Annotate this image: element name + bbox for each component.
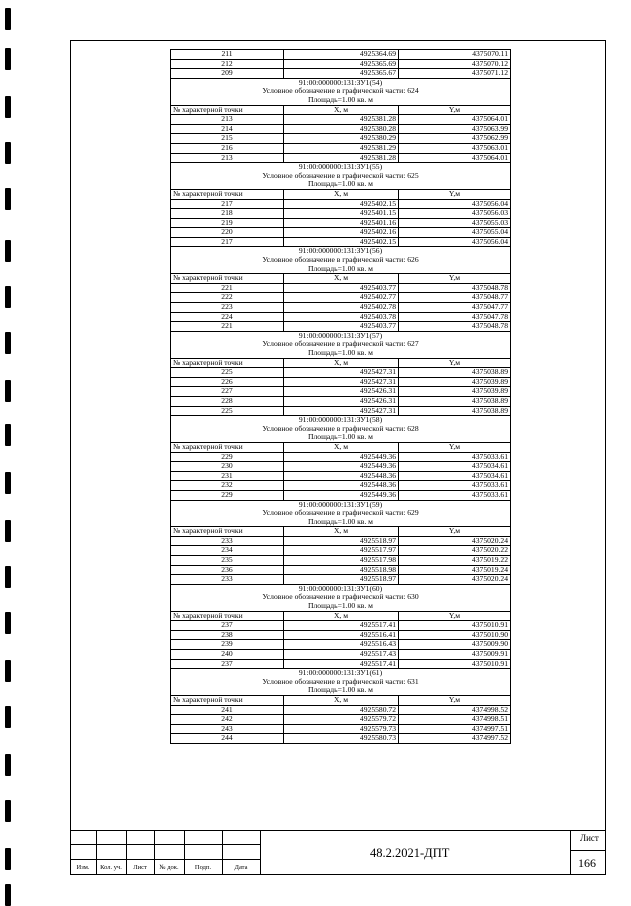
area-label: Площадь=1.00 кв. м (171, 433, 511, 442)
designation-label: Условное обозначение в графической части: 628 (171, 425, 511, 434)
x-coordinate: 4925426.31 (284, 387, 399, 397)
table-row (171, 387, 511, 397)
cadastral-number: 91:00:000000:131:ЗУ1(55) (171, 163, 511, 172)
table-row (171, 283, 511, 293)
x-coordinate: 4925518.97 (284, 575, 399, 585)
designation-label: Условное обозначение в графической части: 631 (171, 678, 511, 687)
cadastral-number: 91:00:000000:131:ЗУ1(58) (171, 416, 511, 425)
point-number: 238 (171, 630, 284, 640)
point-number: 241 (171, 705, 284, 715)
section-header (171, 593, 511, 602)
cadastral-number: 91:00:000000:131:ЗУ1(61) (171, 669, 511, 678)
coordinates-table (170, 49, 511, 744)
section-header (171, 349, 511, 358)
table-row (171, 536, 511, 546)
y-coordinate: 4375063.99 (399, 124, 511, 134)
column-header-point: № характерной точки (171, 358, 284, 368)
section-header (171, 96, 511, 105)
point-number: 213 (171, 153, 284, 163)
stamp-label-signature: Подп. (194, 864, 212, 871)
y-coordinate: 4375020.22 (399, 546, 511, 556)
y-coordinate: 4375063.01 (399, 143, 511, 153)
x-coordinate: 4925449.36 (284, 490, 399, 500)
x-coordinate: 4925402.77 (284, 293, 399, 303)
table-row (171, 724, 511, 734)
page-number: 166 (578, 856, 596, 870)
column-header-row (171, 105, 511, 115)
y-coordinate: 4375047.78 (399, 312, 511, 322)
point-number: 225 (171, 368, 284, 378)
column-header-point: № характерной точки (171, 442, 284, 452)
y-coordinate: 4375047.77 (399, 303, 511, 313)
point-number: 228 (171, 396, 284, 406)
y-coordinate: 4375048.78 (399, 322, 511, 332)
y-coordinate: 4375019.24 (399, 565, 511, 575)
column-header-x: X, м (284, 274, 399, 284)
column-header-row (171, 527, 511, 537)
table-row (171, 715, 511, 725)
y-coordinate: 4375038.89 (399, 396, 511, 406)
y-coordinate: 4375020.24 (399, 536, 511, 546)
section-header (171, 180, 511, 189)
x-coordinate: 4925381.28 (284, 153, 399, 163)
column-header-point: № характерной точки (171, 189, 284, 199)
section-header (171, 256, 511, 265)
table-row (171, 621, 511, 631)
point-number: 221 (171, 283, 284, 293)
table-row (171, 50, 511, 60)
y-coordinate: 4375056.03 (399, 209, 511, 219)
column-header-row (171, 695, 511, 705)
section-header (171, 425, 511, 434)
point-number: 211 (171, 50, 284, 60)
x-coordinate: 4925517.43 (284, 650, 399, 660)
x-coordinate: 4925427.31 (284, 377, 399, 387)
x-coordinate: 4925402.16 (284, 228, 399, 238)
area-label: Площадь=1.00 кв. м (171, 96, 511, 105)
point-number: 221 (171, 322, 284, 332)
section-header (171, 87, 511, 96)
y-coordinate: 4375071.12 (399, 69, 511, 79)
x-coordinate: 4925516.41 (284, 630, 399, 640)
point-number: 217 (171, 237, 284, 247)
x-coordinate: 4925579.73 (284, 724, 399, 734)
stamp-label-list: Лист (133, 864, 147, 871)
table-row (171, 565, 511, 575)
x-coordinate: 4925448.36 (284, 471, 399, 481)
point-number: 229 (171, 452, 284, 462)
x-coordinate: 4925517.41 (284, 659, 399, 669)
section-header (171, 518, 511, 527)
stamp-label-kol-uch: Кол. уч. (100, 864, 122, 871)
point-number: 237 (171, 621, 284, 631)
column-header-y: Y,м (399, 527, 511, 537)
y-coordinate: 4375034.61 (399, 471, 511, 481)
table-row (171, 659, 511, 669)
table-row (171, 303, 511, 313)
y-coordinate: 4374998.51 (399, 715, 511, 725)
x-coordinate: 4925448.36 (284, 481, 399, 491)
table-row (171, 134, 511, 144)
section-header (171, 172, 511, 181)
point-number: 227 (171, 387, 284, 397)
point-number: 231 (171, 471, 284, 481)
area-label: Площадь=1.00 кв. м (171, 180, 511, 189)
y-coordinate: 4375034.61 (399, 462, 511, 472)
cadastral-number: 91:00:000000:131:ЗУ1(56) (171, 247, 511, 256)
designation-label: Условное обозначение в графической части: 629 (171, 509, 511, 518)
y-coordinate: 4375010.91 (399, 659, 511, 669)
x-coordinate: 4925517.41 (284, 621, 399, 631)
y-coordinate: 4375009.91 (399, 650, 511, 660)
table-row (171, 377, 511, 387)
point-number: 209 (171, 69, 284, 79)
area-label: Площадь=1.00 кв. м (171, 349, 511, 358)
x-coordinate: 4925426.31 (284, 396, 399, 406)
y-coordinate: 4375056.04 (399, 199, 511, 209)
table-row (171, 124, 511, 134)
point-number: 215 (171, 134, 284, 144)
table-row (171, 153, 511, 163)
point-number: 217 (171, 199, 284, 209)
point-number: 243 (171, 724, 284, 734)
column-header-y: Y,м (399, 611, 511, 621)
designation-label: Условное обозначение в графической части: 627 (171, 340, 511, 349)
table-row (171, 218, 511, 228)
x-coordinate: 4925517.98 (284, 556, 399, 566)
y-coordinate: 4375033.61 (399, 490, 511, 500)
y-coordinate: 4374998.52 (399, 705, 511, 715)
x-coordinate: 4925401.15 (284, 209, 399, 219)
column-header-x: X, м (284, 189, 399, 199)
column-header-x: X, м (284, 105, 399, 115)
column-header-y: Y,м (399, 442, 511, 452)
table-row (171, 490, 511, 500)
area-label: Площадь=1.00 кв. м (171, 686, 511, 695)
point-number: 232 (171, 481, 284, 491)
table-row (171, 115, 511, 125)
x-coordinate: 4925516.43 (284, 640, 399, 650)
stamp-label-izm: Изм. (76, 864, 90, 871)
table-row (171, 368, 511, 378)
section-header (171, 331, 511, 340)
x-coordinate: 4925427.31 (284, 406, 399, 416)
table-row (171, 481, 511, 491)
column-header-point: № характерной точки (171, 611, 284, 621)
sheet-label: Лист (580, 833, 599, 843)
cadastral-number: 91:00:000000:131:ЗУ1(59) (171, 500, 511, 509)
y-coordinate: 4375048.78 (399, 283, 511, 293)
point-number: 219 (171, 218, 284, 228)
column-header-point: № характерной точки (171, 695, 284, 705)
y-coordinate: 4375070.12 (399, 59, 511, 69)
table-row (171, 293, 511, 303)
column-header-y: Y,м (399, 105, 511, 115)
point-number: 233 (171, 536, 284, 546)
point-number: 244 (171, 734, 284, 744)
y-coordinate: 4375033.61 (399, 481, 511, 491)
point-number: 223 (171, 303, 284, 313)
column-header-x: X, м (284, 695, 399, 705)
y-coordinate: 4375039.89 (399, 387, 511, 397)
y-coordinate: 4374997.51 (399, 724, 511, 734)
x-coordinate: 4925381.28 (284, 115, 399, 125)
table-row (171, 396, 511, 406)
x-coordinate: 4925364.69 (284, 50, 399, 60)
binding-marks (5, 0, 15, 905)
x-coordinate: 4925449.36 (284, 452, 399, 462)
point-number: 240 (171, 650, 284, 660)
column-header-row (171, 358, 511, 368)
column-header-x: X, м (284, 611, 399, 621)
stamp-label-date: Дата (234, 864, 248, 871)
y-coordinate: 4375056.04 (399, 237, 511, 247)
y-coordinate: 4375064.01 (399, 115, 511, 125)
point-number: 242 (171, 715, 284, 725)
y-coordinate: 4375064.01 (399, 153, 511, 163)
table-row (171, 322, 511, 332)
x-coordinate: 4925427.31 (284, 368, 399, 378)
point-number: 235 (171, 556, 284, 566)
y-coordinate: 4375039.89 (399, 377, 511, 387)
y-coordinate: 4375038.89 (399, 406, 511, 416)
table-row (171, 69, 511, 79)
y-coordinate: 4375055.03 (399, 218, 511, 228)
x-coordinate: 4925380.29 (284, 134, 399, 144)
x-coordinate: 4925402.15 (284, 237, 399, 247)
point-number: 224 (171, 312, 284, 322)
point-number: 239 (171, 640, 284, 650)
point-number: 229 (171, 490, 284, 500)
y-coordinate: 4375055.04 (399, 228, 511, 238)
table-row (171, 630, 511, 640)
x-coordinate: 4925517.97 (284, 546, 399, 556)
section-header (171, 247, 511, 256)
table-row (171, 452, 511, 462)
point-number: 220 (171, 228, 284, 238)
section-header (171, 163, 511, 172)
section-header (171, 584, 511, 593)
x-coordinate: 4925449.36 (284, 462, 399, 472)
designation-label: Условное обозначение в графической части: 625 (171, 172, 511, 181)
section-header (171, 416, 511, 425)
column-header-point: № характерной точки (171, 274, 284, 284)
x-coordinate: 4925402.78 (284, 303, 399, 313)
title-block (70, 830, 606, 875)
area-label: Площадь=1.00 кв. м (171, 602, 511, 611)
column-header-point: № характерной точки (171, 105, 284, 115)
column-header-y: Y,м (399, 274, 511, 284)
cadastral-number: 91:00:000000:131:ЗУ1(60) (171, 584, 511, 593)
column-header-row (171, 189, 511, 199)
section-header (171, 602, 511, 611)
point-number: 226 (171, 377, 284, 387)
table-row (171, 228, 511, 238)
table-row (171, 143, 511, 153)
column-header-y: Y,м (399, 189, 511, 199)
point-number: 237 (171, 659, 284, 669)
x-coordinate: 4925518.98 (284, 565, 399, 575)
section-header (171, 500, 511, 509)
column-header-y: Y,м (399, 695, 511, 705)
section-header (171, 669, 511, 678)
table-row (171, 556, 511, 566)
point-number: 222 (171, 293, 284, 303)
column-header-row (171, 611, 511, 621)
x-coordinate: 4925401.16 (284, 218, 399, 228)
table-row (171, 59, 511, 69)
document-code: 48.2.2021-ДПТ (370, 846, 450, 860)
table-row (171, 705, 511, 715)
point-number: 230 (171, 462, 284, 472)
table-row (171, 734, 511, 744)
section-header (171, 509, 511, 518)
column-header-x: X, м (284, 358, 399, 368)
table-row (171, 640, 511, 650)
table-row (171, 312, 511, 322)
column-header-point: № характерной точки (171, 527, 284, 537)
column-header-y: Y,м (399, 358, 511, 368)
table-row (171, 575, 511, 585)
section-header (171, 78, 511, 87)
x-coordinate: 4925365.69 (284, 59, 399, 69)
designation-label: Условное обозначение в графической части: 624 (171, 87, 511, 96)
table-row (171, 546, 511, 556)
section-header (171, 686, 511, 695)
x-coordinate: 4925380.28 (284, 124, 399, 134)
y-coordinate: 4374997.52 (399, 734, 511, 744)
x-coordinate: 4925403.77 (284, 322, 399, 332)
table-row (171, 209, 511, 219)
y-coordinate: 4375048.77 (399, 293, 511, 303)
point-number: 218 (171, 209, 284, 219)
section-header (171, 678, 511, 687)
x-coordinate: 4925381.29 (284, 143, 399, 153)
y-coordinate: 4375070.11 (399, 50, 511, 60)
y-coordinate: 4375038.89 (399, 368, 511, 378)
section-header (171, 265, 511, 274)
point-number: 225 (171, 406, 284, 416)
y-coordinate: 4375010.90 (399, 630, 511, 640)
table-row (171, 650, 511, 660)
x-coordinate: 4925403.78 (284, 312, 399, 322)
section-header (171, 340, 511, 349)
stamp-label-doc-no: № док. (159, 864, 179, 871)
x-coordinate: 4925580.72 (284, 705, 399, 715)
column-header-x: X, м (284, 527, 399, 537)
y-coordinate: 4375033.61 (399, 452, 511, 462)
y-coordinate: 4375009.90 (399, 640, 511, 650)
x-coordinate: 4925579.72 (284, 715, 399, 725)
table-row (171, 471, 511, 481)
cadastral-number: 91:00:000000:131:ЗУ1(57) (171, 331, 511, 340)
point-number: 216 (171, 143, 284, 153)
x-coordinate: 4925403.77 (284, 283, 399, 293)
area-label: Площадь=1.00 кв. м (171, 518, 511, 527)
table-row (171, 237, 511, 247)
point-number: 234 (171, 546, 284, 556)
area-label: Площадь=1.00 кв. м (171, 265, 511, 274)
column-header-row (171, 274, 511, 284)
y-coordinate: 4375019.22 (399, 556, 511, 566)
designation-label: Условное обозначение в графической части: 630 (171, 593, 511, 602)
point-number: 212 (171, 59, 284, 69)
section-header (171, 433, 511, 442)
cadastral-number: 91:00:000000:131:ЗУ1(54) (171, 78, 511, 87)
y-coordinate: 4375020.24 (399, 575, 511, 585)
point-number: 236 (171, 565, 284, 575)
table-row (171, 199, 511, 209)
table-row (171, 406, 511, 416)
point-number: 233 (171, 575, 284, 585)
y-coordinate: 4375062.99 (399, 134, 511, 144)
x-coordinate: 4925402.15 (284, 199, 399, 209)
x-coordinate: 4925365.67 (284, 69, 399, 79)
table-row (171, 462, 511, 472)
point-number: 214 (171, 124, 284, 134)
column-header-row (171, 442, 511, 452)
designation-label: Условное обозначение в графической части: 626 (171, 256, 511, 265)
point-number: 213 (171, 115, 284, 125)
column-header-x: X, м (284, 442, 399, 452)
y-coordinate: 4375010.91 (399, 621, 511, 631)
x-coordinate: 4925518.97 (284, 536, 399, 546)
x-coordinate: 4925580.73 (284, 734, 399, 744)
